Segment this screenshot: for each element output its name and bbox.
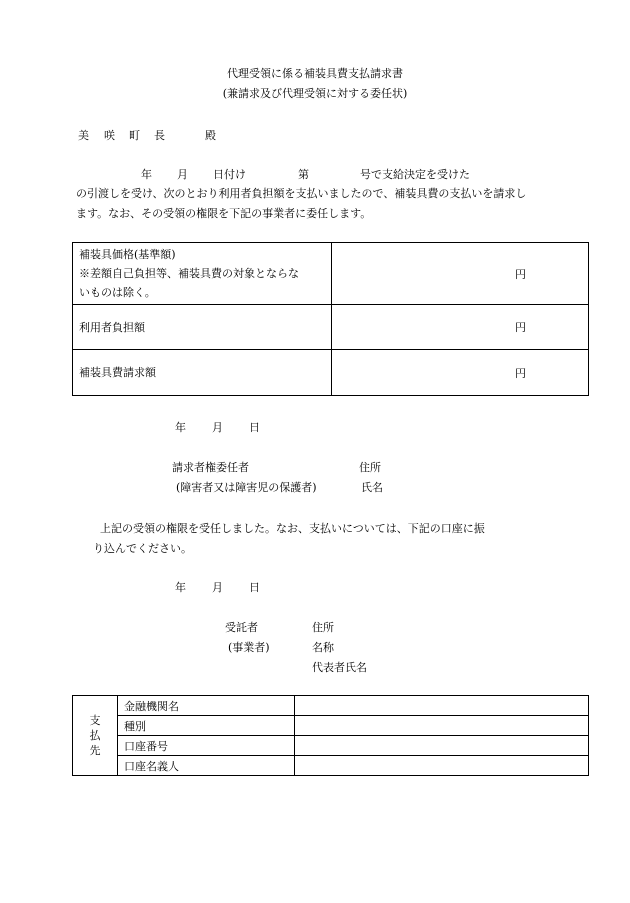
- payment-header-char-2: 払: [89, 729, 101, 742]
- addressee-3: 町: [129, 129, 140, 142]
- requester-title: 請求者権委任者: [172, 461, 249, 474]
- account-number-label: 口座番号: [118, 736, 295, 756]
- table-row: [73, 756, 589, 776]
- bank-name-label: 金融機関名: [118, 696, 295, 716]
- trustee-name-label: 名称: [312, 641, 334, 654]
- account-type-label: 種別: [118, 716, 295, 736]
- decision-line-3: ます。なお、その受領の権限を下記の事業者に委任します。: [76, 207, 372, 220]
- bank-name-field[interactable]: [295, 696, 589, 716]
- requester-address-label: 住所: [359, 461, 381, 474]
- account-holder-label: 口座名義人: [118, 756, 295, 776]
- payment-table: [72, 695, 589, 776]
- yen-unit: 円: [515, 366, 526, 380]
- accept-date-month: 月: [212, 581, 223, 594]
- price-value-cell[interactable]: [332, 243, 589, 305]
- acceptance-line-1: 上記の受領の権限を受任しました。なお、支払いについては、下記の口座に振: [100, 522, 485, 535]
- table-row: [73, 736, 589, 756]
- addressee-1: 美: [78, 129, 89, 142]
- table-row: [73, 350, 589, 396]
- table-row: [73, 243, 589, 305]
- account-type-field[interactable]: [295, 716, 589, 736]
- table-row: [73, 716, 589, 736]
- user-burden-value-cell[interactable]: [332, 305, 589, 350]
- price-note: ※差額自己負担等、補装具費の対象とならな: [79, 267, 299, 280]
- account-number-field[interactable]: [295, 736, 589, 756]
- decision-year: 年: [141, 168, 152, 181]
- request-date-day: 日: [249, 421, 260, 434]
- decision-date: 日付け: [213, 168, 246, 181]
- document-subtitle: (兼請求及び代理受領に対する委任状): [222, 87, 408, 100]
- decision-month: 月: [177, 168, 188, 181]
- price-label: 補装具価格(基準額): [79, 248, 176, 261]
- claim-amount-value-cell[interactable]: [332, 350, 589, 396]
- table-row: [73, 696, 589, 716]
- request-date-year: 年: [175, 421, 186, 434]
- accept-date-year: 年: [175, 581, 186, 594]
- payment-header-cell: [73, 696, 118, 776]
- user-burden-label: 利用者負担額: [73, 305, 332, 350]
- decision-number-prefix: 第: [298, 168, 309, 181]
- price-label-cell: [73, 243, 332, 305]
- request-date-month: 月: [212, 421, 223, 434]
- addressee-4: 長: [154, 129, 165, 142]
- yen-unit: 円: [515, 267, 526, 281]
- payment-header-char-3: 先: [89, 744, 101, 757]
- trustee-title: 受託者: [225, 621, 258, 634]
- trustee-representative-label: 代表者氏名: [312, 661, 367, 674]
- table-row: [73, 305, 589, 350]
- yen-unit: 円: [515, 321, 526, 334]
- requester-name-label: 氏名: [361, 481, 383, 494]
- account-holder-field[interactable]: [295, 756, 589, 776]
- requester-subtitle: (障害者又は障害児の保護者): [176, 481, 317, 494]
- trustee-address-label: 住所: [312, 621, 334, 634]
- price-note-cont: いものは除く。: [79, 286, 156, 299]
- payment-header-char-1: 支: [89, 714, 101, 727]
- document-title: 代理受領に係る補装具費支払請求書: [227, 67, 403, 80]
- amount-table: [72, 242, 589, 396]
- acceptance-line-2: り込んでください。: [93, 542, 192, 555]
- accept-date-day: 日: [249, 581, 260, 594]
- addressee-2: 咲: [104, 129, 115, 142]
- claim-amount-label: 補装具費請求額: [73, 350, 332, 396]
- decision-line-2: の引渡しを受け、次のとおり利用者負担額を支払いましたので、補装具費の支払いを請求し: [76, 187, 527, 200]
- addressee-honorific: 殿: [205, 129, 216, 142]
- trustee-subtitle: (事業者): [228, 641, 270, 654]
- decision-number-suffix: 号で支給決定を受けた: [360, 168, 470, 181]
